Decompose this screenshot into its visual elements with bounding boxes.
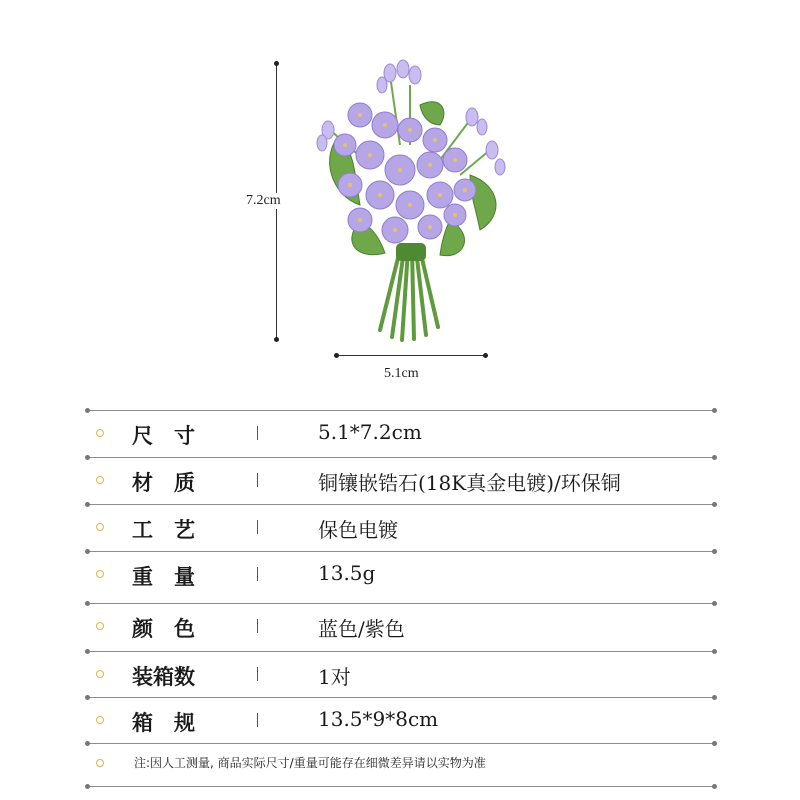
spec-label: 工 艺 bbox=[132, 517, 195, 542]
bullet-icon bbox=[96, 716, 104, 724]
spec-value: 1对 bbox=[318, 665, 351, 689]
width-label: 5.1cm bbox=[384, 366, 419, 381]
spec-label: 箱 规 bbox=[132, 710, 195, 735]
spec-label: 尺 寸 bbox=[132, 423, 195, 448]
column-separator bbox=[257, 567, 258, 581]
bullet-icon bbox=[96, 570, 104, 578]
spec-label: 材 质 bbox=[132, 470, 195, 495]
bullet-icon bbox=[96, 670, 104, 678]
bullet-icon bbox=[96, 429, 104, 437]
disclaimer-note: 注:因人工测量, 商品实际尺寸/重量可能存在细微差异请以实物为准 bbox=[134, 756, 486, 770]
spec-value: 蓝色/紫色 bbox=[318, 617, 405, 641]
bullet-icon bbox=[96, 476, 104, 484]
bullet-icon bbox=[96, 622, 104, 630]
spec-row-carton-qty bbox=[0, 651, 800, 697]
spec-value: 13.5*9*8cm bbox=[318, 707, 439, 731]
bullet-icon bbox=[96, 523, 104, 531]
column-separator bbox=[257, 520, 258, 534]
spec-value: 铜镶嵌锆石(18K真金电镀)/环保铜 bbox=[318, 471, 621, 495]
height-label: 7.2cm bbox=[246, 193, 281, 208]
spec-row-material bbox=[0, 457, 800, 503]
width-dimension-line bbox=[336, 355, 486, 356]
spec-row-craft bbox=[0, 504, 800, 550]
spec-label: 重 量 bbox=[132, 564, 195, 589]
spec-row-size bbox=[0, 410, 800, 456]
table-divider bbox=[87, 786, 715, 787]
spec-row-color bbox=[0, 603, 800, 649]
column-separator bbox=[257, 667, 258, 681]
spec-row-carton-size bbox=[0, 697, 800, 743]
spec-value: 保色电镀 bbox=[318, 518, 398, 542]
column-separator bbox=[257, 713, 258, 727]
column-separator bbox=[257, 426, 258, 440]
bouquet-brooch-image bbox=[300, 55, 520, 355]
column-separator bbox=[257, 619, 258, 633]
bullet-icon bbox=[96, 759, 104, 767]
note-row bbox=[0, 748, 800, 778]
spec-value: 5.1*7.2cm bbox=[318, 420, 422, 444]
spec-value: 13.5g bbox=[318, 561, 376, 585]
spec-label: 装箱数 bbox=[132, 664, 195, 689]
spec-label: 颜 色 bbox=[132, 616, 195, 641]
spec-row-weight bbox=[0, 551, 800, 597]
column-separator bbox=[257, 473, 258, 487]
table-divider bbox=[87, 743, 715, 744]
